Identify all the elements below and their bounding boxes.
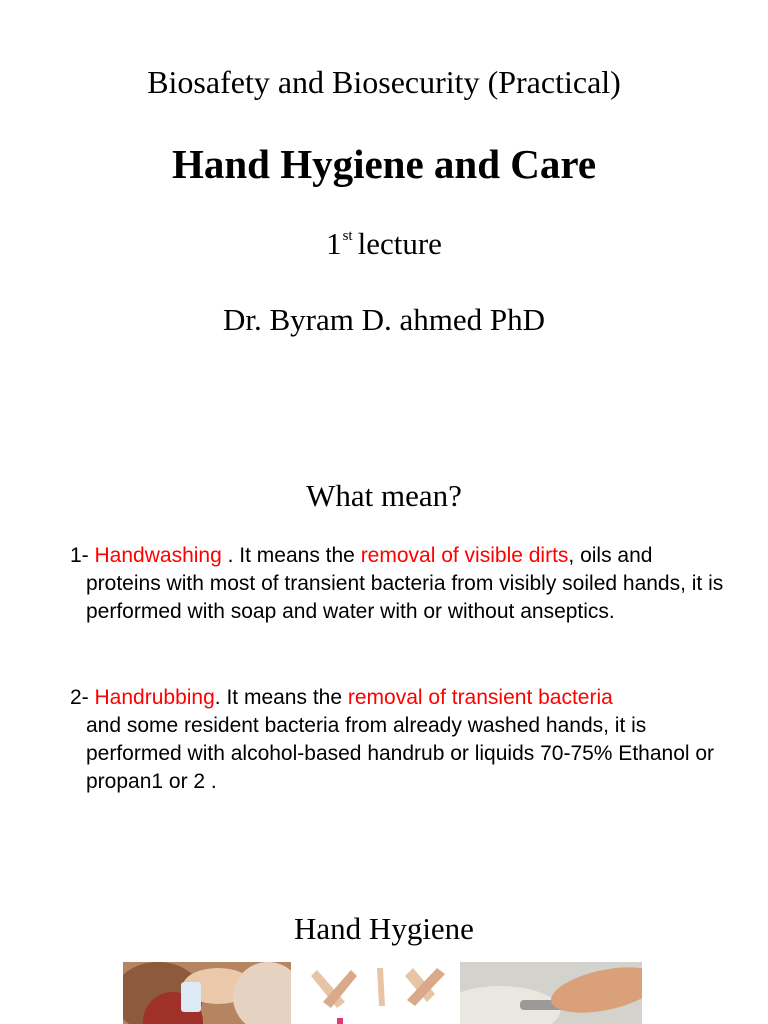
definition-continuation: and some resident bacteria from already washed hands, it is performed with alcohol-based handrub or liquids 70-75% Ethanol or propan1 or 2 . — [86, 714, 715, 793]
definition-continuation: proteins with most of transient bacteria from visibly soiled hands, it is performed with soap and water with or without anseptics. — [86, 572, 724, 623]
definition-handwashing — [70, 542, 740, 626]
definition-mid: . It means the — [221, 544, 361, 567]
definition-mid: . It means the — [214, 686, 348, 709]
definition-prefix: 2- — [70, 686, 95, 709]
definition-prefix: 1- — [70, 544, 95, 567]
definition-handrubbing — [70, 684, 740, 796]
lecture-word: lecture — [357, 226, 442, 261]
lecture-number — [0, 226, 768, 262]
photo-handrub-step-2 — [373, 962, 451, 1024]
page-title: Hand Hygiene and Care — [171, 141, 597, 187]
author-name: Dr. Byram D. ahmed PhD — [222, 302, 546, 337]
course-title: Biosafety and Biosecurity (Practical) — [147, 64, 621, 100]
definition-term: Handwashing — [94, 544, 222, 567]
definition-highlight: removal of visible dirts — [360, 544, 569, 567]
lecture-ordinal: 1 — [326, 226, 342, 261]
definitions-heading: What mean? — [306, 478, 462, 513]
definition-highlight: removal of transient bacteria — [347, 686, 613, 709]
hands-icon — [373, 962, 451, 1024]
photo-handrub-step-1 — [297, 962, 371, 1024]
definition-rest: , oils and — [568, 544, 653, 567]
definition-term: Handrubbing — [94, 686, 215, 709]
hand-hygiene-heading: Hand Hygiene — [294, 911, 474, 946]
photo-hand-sanitizer — [123, 962, 291, 1024]
photo-washing-hands-faucet — [460, 962, 642, 1024]
lecture-ordinal-suffix: st — [342, 228, 353, 244]
hands-icon — [297, 962, 371, 1024]
